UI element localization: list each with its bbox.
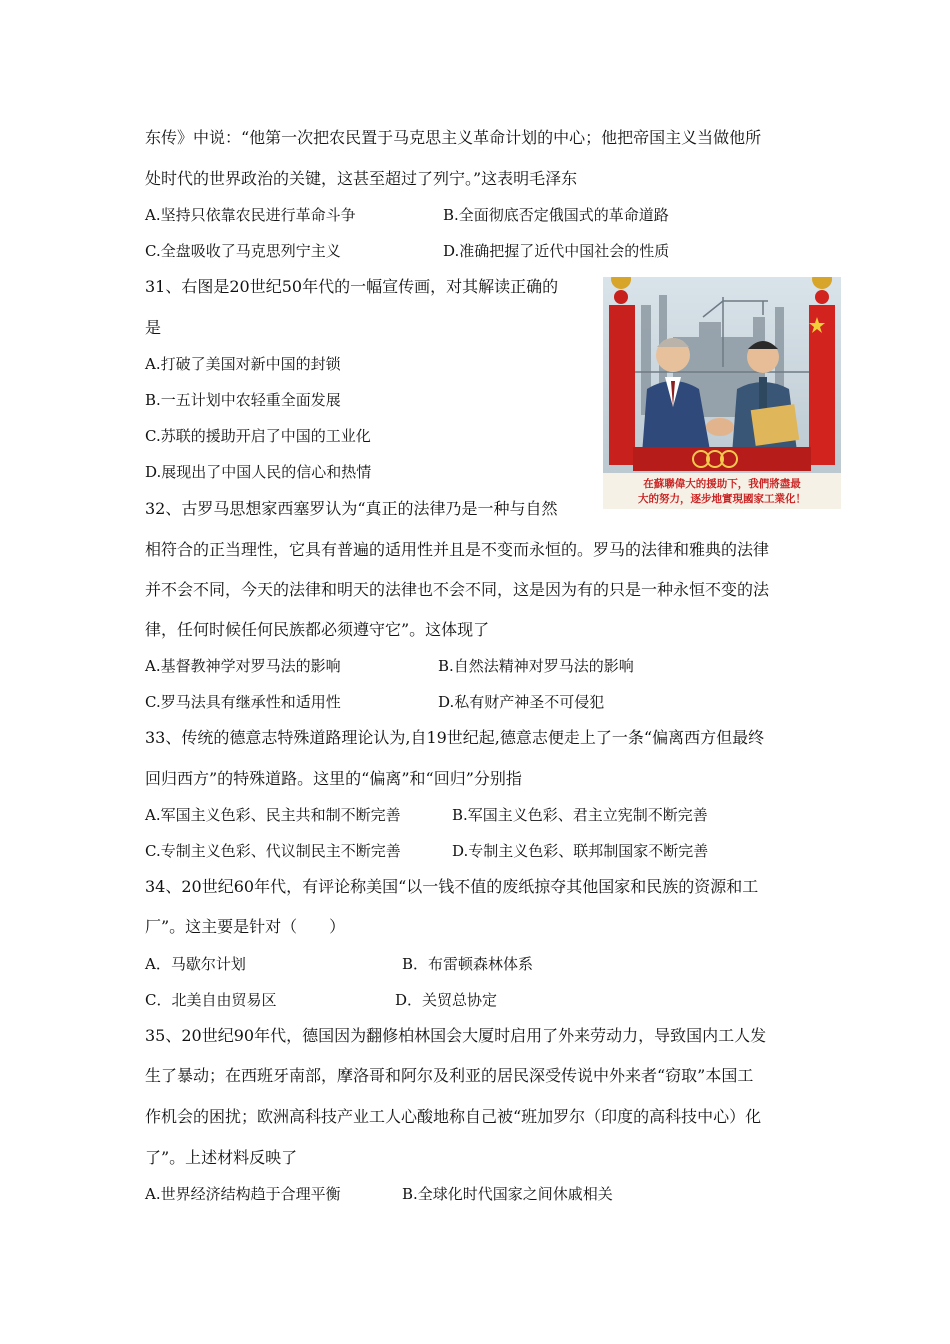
poster-caption-line-2: 大的努力，逐步地實現國家工業化！ <box>638 493 806 505</box>
q32-option-b: B.自然法精神对罗马法的影响 <box>438 657 634 675</box>
propaganda-poster-image <box>603 277 841 509</box>
q34-option-d: D．关贸总协定 <box>395 991 498 1009</box>
q31-stem-line-1: 31、右图是20世纪50年代的一幅宣传画，对其解读正确的 <box>145 277 559 296</box>
q32-stem-line-1: 32、古罗马思想家西塞罗认为“真正的法律乃是一种与自然 <box>145 499 558 518</box>
q30-stem-line-2: 处时代的世界政治的关键，这甚至超过了列宁。”这表明毛泽东 <box>145 169 578 188</box>
q31-option-a: A.打破了美国对新中国的封锁 <box>145 355 341 373</box>
q30-option-a: A.坚持只依靠农民进行革命斗争 <box>145 206 356 224</box>
q34-option-b: B．布雷顿森林体系 <box>402 955 534 973</box>
q34-option-c: C．北美自由贸易区 <box>145 991 277 1009</box>
q35-stem-line-1: 35、20世纪90年代，德国因为翻修柏林国会大厦时启用了外来劳动力，导致国内工人发 <box>145 1026 767 1045</box>
q34-stem-line-1: 34、20世纪60年代，有评论称美国“以一钱不值的废纸掠夺其他国家和民族的资源和工 <box>145 877 759 896</box>
q33-option-a: A.军国主义色彩、民主共和制不断完善 <box>145 806 401 824</box>
q30-option-d: D.准确把握了近代中国社会的性质 <box>443 242 670 260</box>
q33-option-d: D.专制主义色彩、联邦制国家不断完善 <box>452 842 709 860</box>
poster-caption-line-1: 在蘇聯偉大的援助下，我們將盡最 <box>643 478 801 490</box>
q35-stem-line-4: 了”。上述材料反映了 <box>145 1148 298 1167</box>
q35-stem-line-3: 作机会的困扰；欧洲高科技产业工人心酸地称自己被“班加罗尔（印度的高科技中心）化 <box>145 1107 762 1126</box>
q30-stem-line-1: 东传》中说：“他第一次把农民置于马克思主义革命计划的中心；他把帝国主义当做他所 <box>145 128 762 147</box>
q32-stem-line-3: 并不会不同，今天的法律和明天的法律也不会不同，这是因为有的只是一种永恒不变的法 <box>145 580 770 599</box>
q31-option-c: C.苏联的援助开启了中国的工业化 <box>145 427 371 445</box>
q35-option-b: B.全球化时代国家之间休戚相关 <box>402 1185 613 1203</box>
q31-stem-line-2: 是 <box>145 318 162 337</box>
q32-option-a: A.基督教神学对罗马法的影响 <box>145 657 341 675</box>
q34-option-a: A．马歇尔计划 <box>145 955 246 973</box>
q33-stem-line-2: 回归西方”的特殊道路。这里的“偏离”和“回归”分别指 <box>145 769 522 788</box>
q34-stem-line-2: 厂”。这主要是针对（ ） <box>145 917 346 936</box>
q31-option-b: B.一五计划中农轻重全面发展 <box>145 391 341 409</box>
q32-stem-line-4: 律，任何时候任何民族都必须遵守它”。这体现了 <box>145 620 490 639</box>
q33-option-b: B.军国主义色彩、君主立宪制不断完善 <box>452 806 708 824</box>
q33-stem-line-1: 33、传统的德意志特殊道路理论认为,自19世纪起,德意志便走上了一条“偏离西方但最终 <box>145 728 765 747</box>
q30-option-b: B.全面彻底否定俄国式的革命道路 <box>443 206 669 224</box>
q33-option-c: C.专制主义色彩、代议制民主不断完善 <box>145 842 401 860</box>
q32-stem-line-2: 相符合的正当理性，它具有普遍的适用性并且是不变而永恒的。罗马的法律和雅典的法律 <box>145 540 770 559</box>
q35-option-a: A.世界经济结构趋于合理平衡 <box>145 1185 341 1203</box>
q32-option-d: D.私有财产神圣不可侵犯 <box>438 693 605 711</box>
q35-stem-line-2: 生了暴动；在西班牙南部，摩洛哥和阿尔及利亚的居民深受传说中外来者“窃取”本国工 <box>145 1066 754 1085</box>
q31-option-d: D.展现出了中国人民的信心和热情 <box>145 463 372 481</box>
q30-option-c: C.全盘吸收了马克思列宁主义 <box>145 242 341 260</box>
q32-option-c: C.罗马法具有继承性和适用性 <box>145 693 341 711</box>
